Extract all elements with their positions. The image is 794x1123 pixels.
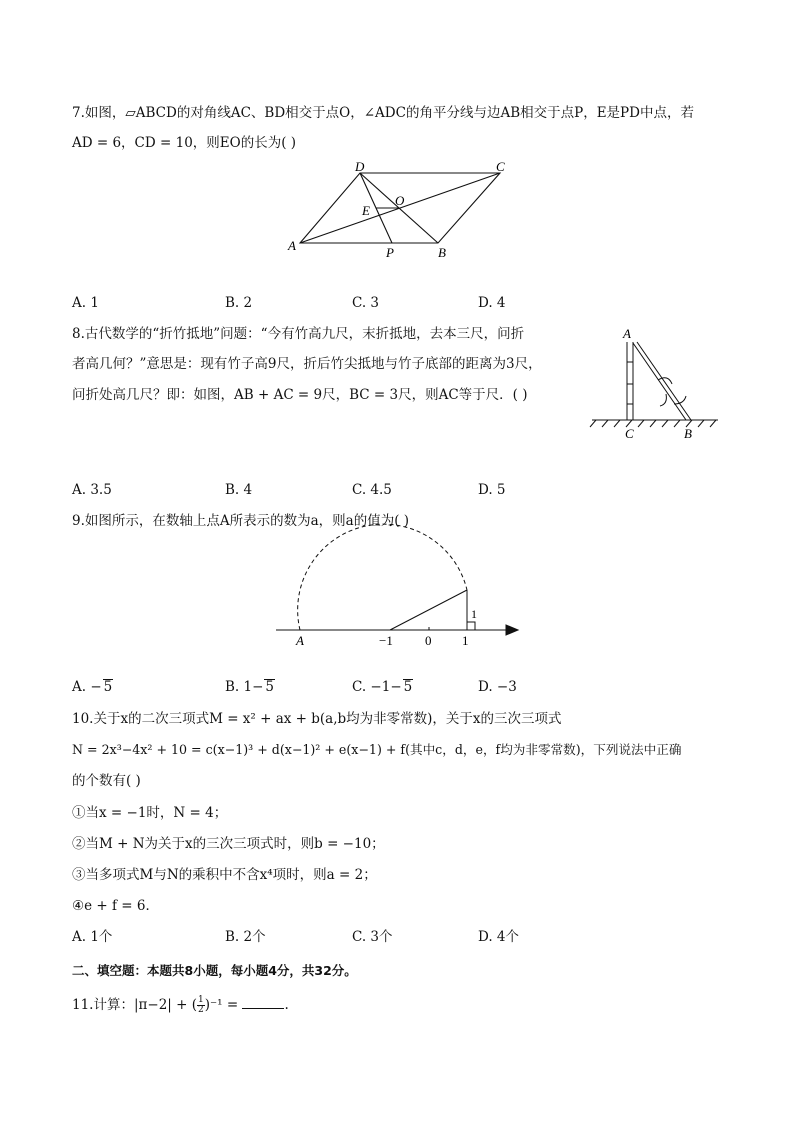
label-B: B (684, 426, 692, 441)
q7-option-a: A. 1 (72, 295, 99, 311)
dashed-arc (298, 524, 467, 630)
q11-prefix: 11.计算：|π−2| + ( (72, 997, 198, 1013)
bamboo-leaf-2 (660, 394, 666, 406)
label-A: A (623, 326, 631, 341)
broken-bamboo-1 (633, 343, 686, 420)
label-height: 1 (471, 607, 477, 621)
q9-option-a (72, 678, 113, 696)
q8-option-b: B. 4 (225, 482, 253, 498)
label-B: B (438, 245, 446, 260)
q10-stem-line1: 10.关于x的二次三项式M = x² + ax + b(a,b均为非零常数)，关于x的三次三项式 (72, 711, 562, 727)
q9-stem: 9.如图所示，在数轴上点A所表示的数为a，则a的值为( ) (72, 513, 410, 529)
fraction-one-half (197, 996, 205, 1015)
sqrt-5: 5 (103, 679, 113, 695)
q10-statement-2: ②当M + N为关于x的三次三项式时，则b = −10； (72, 836, 385, 852)
q9-option-b-prefix: B. 1− (225, 679, 264, 695)
answer-blank[interactable] (242, 996, 284, 1009)
q9-option-d: D. −3 (478, 679, 517, 695)
label-neg1: −1 (379, 633, 393, 648)
label-D: D (355, 159, 365, 174)
label-A: A (296, 633, 304, 648)
q9-option-c (352, 678, 413, 696)
q10-stem-line3: 的个数有( ) (72, 773, 141, 789)
q8-bamboo-figure (588, 326, 723, 446)
hypotenuse (390, 590, 467, 630)
q7-stem-line2: AD = 6，CD = 10，则EO的长为( ) (72, 135, 297, 151)
q10-option-a: A. 1个 (72, 929, 113, 945)
q9-option-b (225, 678, 275, 696)
sqrt-5: 5 (403, 679, 413, 695)
label-P: P (386, 245, 394, 260)
q10-statement-1: ①当x = −1时，N = 4； (72, 805, 228, 821)
q10-statement-3: ③当多项式M与N的乘积中不含x⁴项时，则a = 2； (72, 867, 377, 883)
label-A: A (288, 238, 296, 253)
ground-hatch (590, 420, 716, 427)
q8-stem-line1: 8.古代数学的“折竹抵地”问题：“今有竹高九尺，末折抵地，去本三尺，问折 (72, 326, 525, 342)
frac-numerator: 1 (198, 995, 204, 1005)
section-heading: 二、填空题：本题共8小题，每小题4分，共32分。 (72, 963, 357, 978)
q10-option-b: B. 2个 (225, 929, 266, 945)
q7-option-c: C. 3 (352, 295, 380, 311)
label-C: C (496, 159, 505, 174)
label-E: E (362, 203, 370, 218)
sqrt-5: 5 (265, 679, 274, 695)
q10-stem-line2: N = 2x³−4x² + 10 = c(x−1)³ + d(x−1)² + e(x−1) + f(其中c，d，e，f均为非零常数)，下列说法中正确 (72, 742, 682, 757)
broken-bamboo-2 (637, 342, 691, 420)
q9-option-a-prefix: A. − (72, 679, 102, 695)
q8-stem-line2: 者高几何？”意思是：现有竹子高9尺，折后竹尖抵地与竹子底部的距离为3尺， (72, 356, 542, 372)
q7-parallelogram-figure (280, 155, 520, 265)
q9-number-line-figure (270, 542, 525, 652)
label-O: O (395, 193, 405, 208)
q8-option-c: C. 4.5 (352, 482, 392, 498)
right-angle-mark (467, 622, 475, 630)
q9-option-c-prefix: C. −1− (352, 679, 402, 695)
q10-option-c: C. 3个 (352, 929, 393, 945)
q11-end: . (284, 997, 289, 1013)
q11-stem (72, 996, 289, 1015)
q8-option-d: D. 5 (478, 482, 506, 498)
q7-option-b: B. 2 (225, 295, 253, 311)
q7-option-d: D. 4 (478, 295, 506, 311)
label-one: 1 (462, 633, 469, 648)
q8-option-a: A. 3.5 (72, 482, 112, 498)
label-zero: 0 (425, 633, 432, 648)
q11-suffix: )⁻¹ = (204, 997, 243, 1013)
label-C: C (625, 426, 634, 441)
axis-arrow (506, 625, 518, 635)
q10-statement-4: ④e + f = 6． (72, 898, 159, 914)
q10-option-d: D. 4个 (478, 929, 520, 945)
q8-stem-line3: 问折处高几尺？即：如图，AB + AC = 9尺，BC = 3尺，则AC等于尺．( ) (72, 387, 528, 403)
q7-stem-line1: 7.如图，▱ABCD的对角线AC、BD相交于点O，∠ADC的角平分线与边AB相交于点P，E是PD中点，若 (72, 105, 694, 121)
frac-denominator: 2 (198, 1005, 204, 1015)
